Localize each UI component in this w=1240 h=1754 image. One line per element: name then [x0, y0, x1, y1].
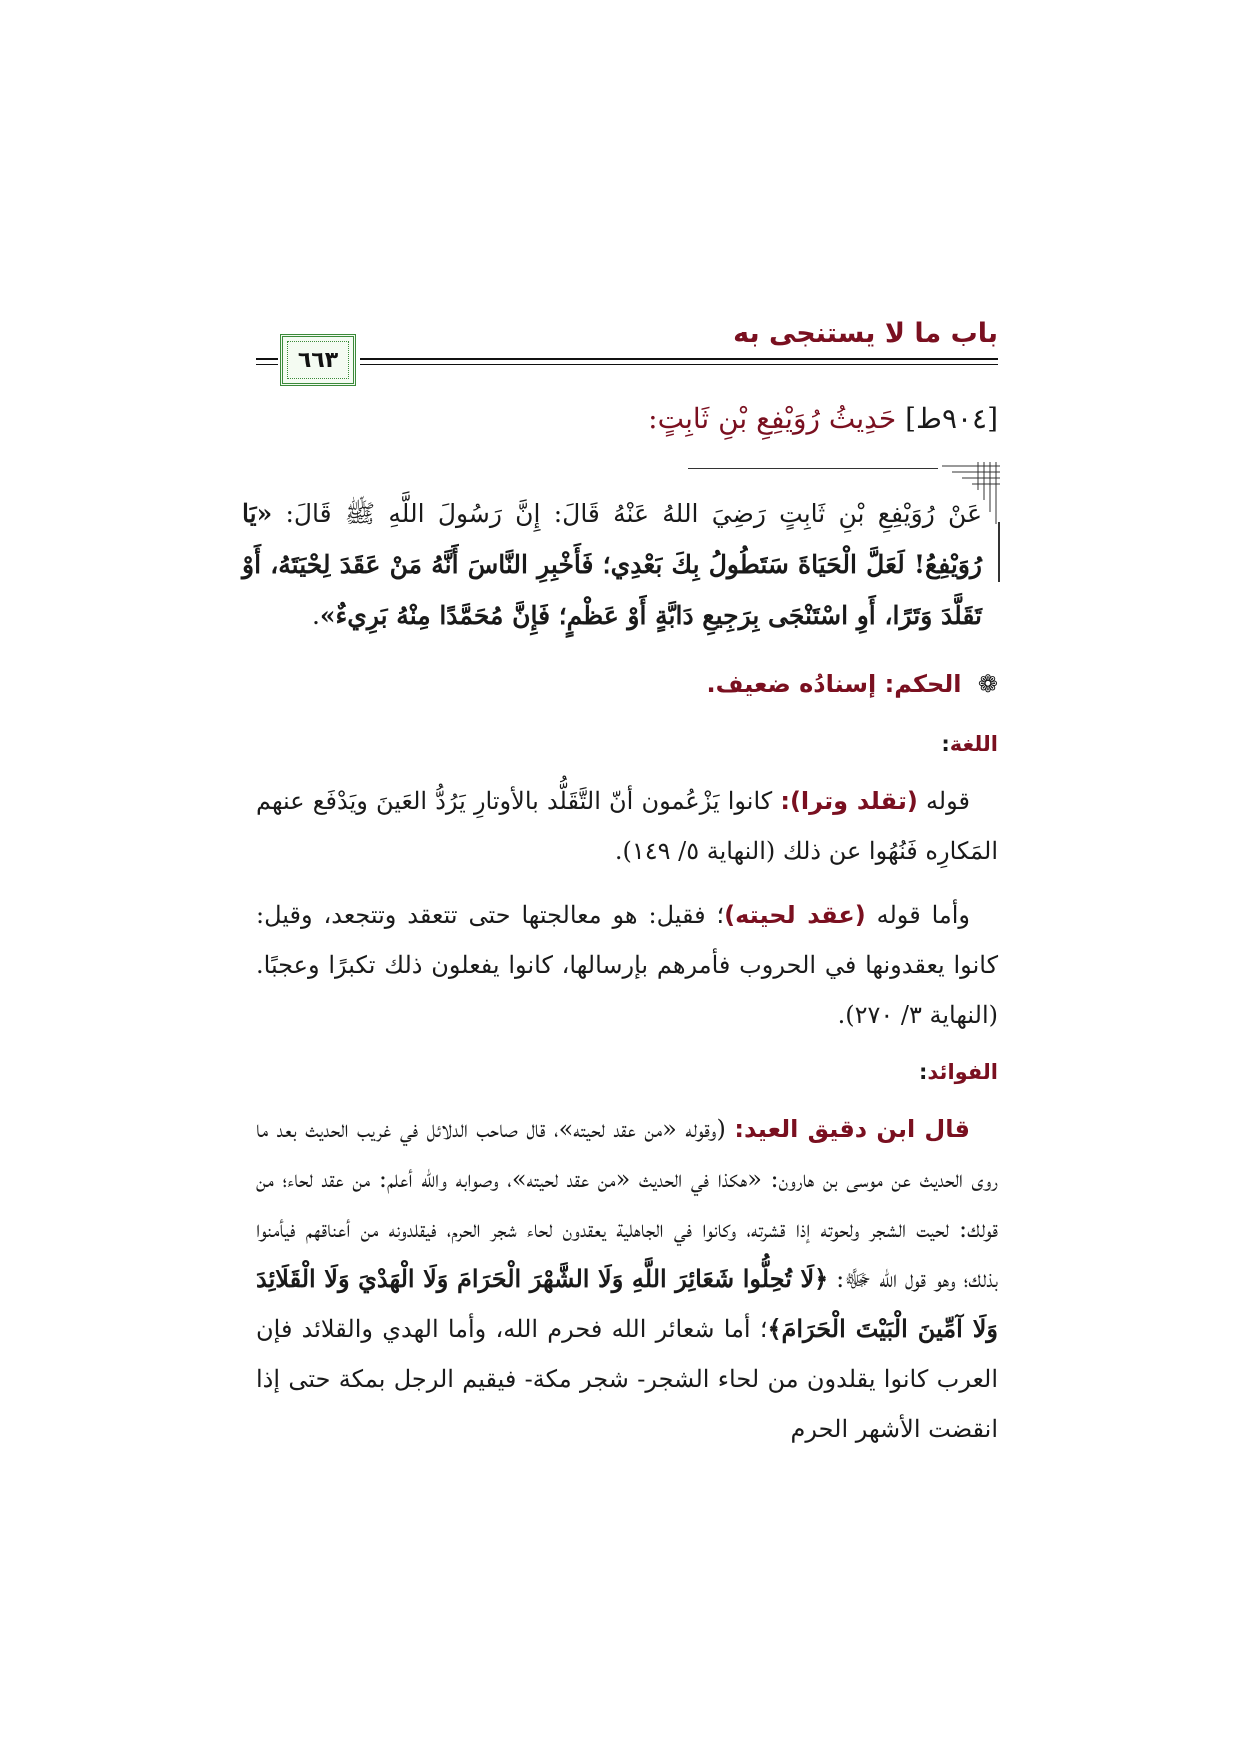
hadith-heading — [256, 402, 998, 435]
benefits-heading-text: الفوائد — [927, 1060, 998, 1084]
header-rule-left — [256, 358, 278, 365]
term-taqallud: (تقلد وترا): — [780, 787, 918, 815]
benefits-text-a: (وقوله «من عقد لحيته»، قال صاحب الدلائل في غريب الحديث بعد ما روى الحديث عن موسى بن هارون: «هكذا في الحديث «من عقد لحيته»، وصوابه والله أعلم: من عقد لحاء؛ من قولك: لحيت الشجر ولحوته إذا قشرته، وكانوا في الجاهلية يعقدون لحاء شجر الحرم، فيقلدونه من أعناقهم فيأمنوا بذلك؛ وهو قول الله ﷻ: — [256, 1115, 998, 1293]
benefits-heading: الفوائد: — [919, 1060, 998, 1084]
language-paragraph-2 — [256, 890, 998, 1040]
flower-icon: ❁ — [977, 670, 998, 698]
page-number: ٦٦٣ — [297, 347, 339, 373]
header-rule — [360, 358, 998, 365]
ruling — [256, 670, 998, 698]
box-side-rule — [998, 522, 1000, 582]
p2-lead: وأما قوله — [865, 901, 971, 929]
hadith-end: . — [311, 601, 320, 630]
term-aqd-lihyah: (عقد لحيته) — [724, 901, 866, 929]
ruling-label: الحكم: — [884, 670, 962, 698]
p2-text: ؛ فقيل: هو معالجتها حتى تتعقد وتتجعد، وقيل: كانوا يعقدونها في الحروب فأمرهم بإرسالها، كانوا يفعلون ذلك تكبرًا وعجبًا. (النهاية ٣/ ٢٧٠). — [256, 901, 998, 1029]
hadith-number: [٩٠٤ط] — [905, 402, 998, 435]
hadith-title: حَدِيثُ رُوَيْفِعِ بْنِ ثَابِتٍ: — [648, 402, 897, 435]
benefits-paragraph — [256, 1104, 998, 1454]
quran-verse: ﴿لَا تُحِلُّوا شَعَائِرَ اللَّهِ وَلَا الشَّهْرَ الْحَرَامَ وَلَا الْهَدْيَ وَلَا الْقَلَائِدَ وَلَا آمِّينَ الْبَيْتَ الْحَرَامَ﴾ — [256, 1264, 998, 1343]
page-number-frame — [280, 334, 356, 386]
language-heading-text: اللغة — [949, 732, 998, 756]
page-header — [256, 318, 998, 378]
p1-text: كانوا يَزْعُمون أنّ التَّقَلُّد بالأوتارِ يَرُدُّ العَينَ ويَدْفَع عنهم المَكارِه فَنُهُوا عن ذلك (النهاية ٥/ ١٤٩). — [256, 787, 998, 865]
ibn-daqiq-label: قال ابن دقيق العيد: — [734, 1115, 970, 1143]
language-paragraph-1 — [256, 776, 998, 876]
hadith-intro: عَنْ رُوَيْفِعِ بْنِ ثَابِتٍ رَضِيَ اللهُ عَنْهُ قَالَ: إِنَّ رَسُولَ اللَّهِ ﷺ قَالَ: — [272, 499, 982, 528]
hadith-speech: «يَا رُوَيْفِعُ! لَعَلَّ الْحَيَاةَ سَتَطُولُ بِكَ بَعْدِي؛ فَأَخْبِرِ النَّاسَ أَنَّهُ مَنْ عَقَدَ لِحْيَتَهُ، أَوْ تَقَلَّدَ وَتَرًا، أَوِ اسْتَنْجَى بِرَجِيعِ دَابَّةٍ أَوْ عَظْمٍ؛ فَإِنَّ مُحَمَّدًا مِنْهُ بَرِيءٌ» — [242, 499, 982, 630]
language-heading: اللغة: — [941, 732, 998, 756]
ruling-value: إسنادُه ضعيف. — [706, 670, 877, 698]
benefits-text-b: ؛ أما شعائر الله فحرم الله، وأما الهدي والقلائد فإن العرب كانوا يقلدون من لحاء الشجر- شجر مكة- فيقيم الرجل بمكة حتى إذا انقضت الأشهر الحرم — [256, 1315, 998, 1443]
hadith-box — [242, 462, 998, 634]
hadith-text — [242, 488, 982, 641]
box-top-rule — [688, 468, 938, 469]
p1-lead: قوله — [917, 787, 970, 815]
chapter-title: باب ما لا يستنجى به — [733, 318, 998, 349]
